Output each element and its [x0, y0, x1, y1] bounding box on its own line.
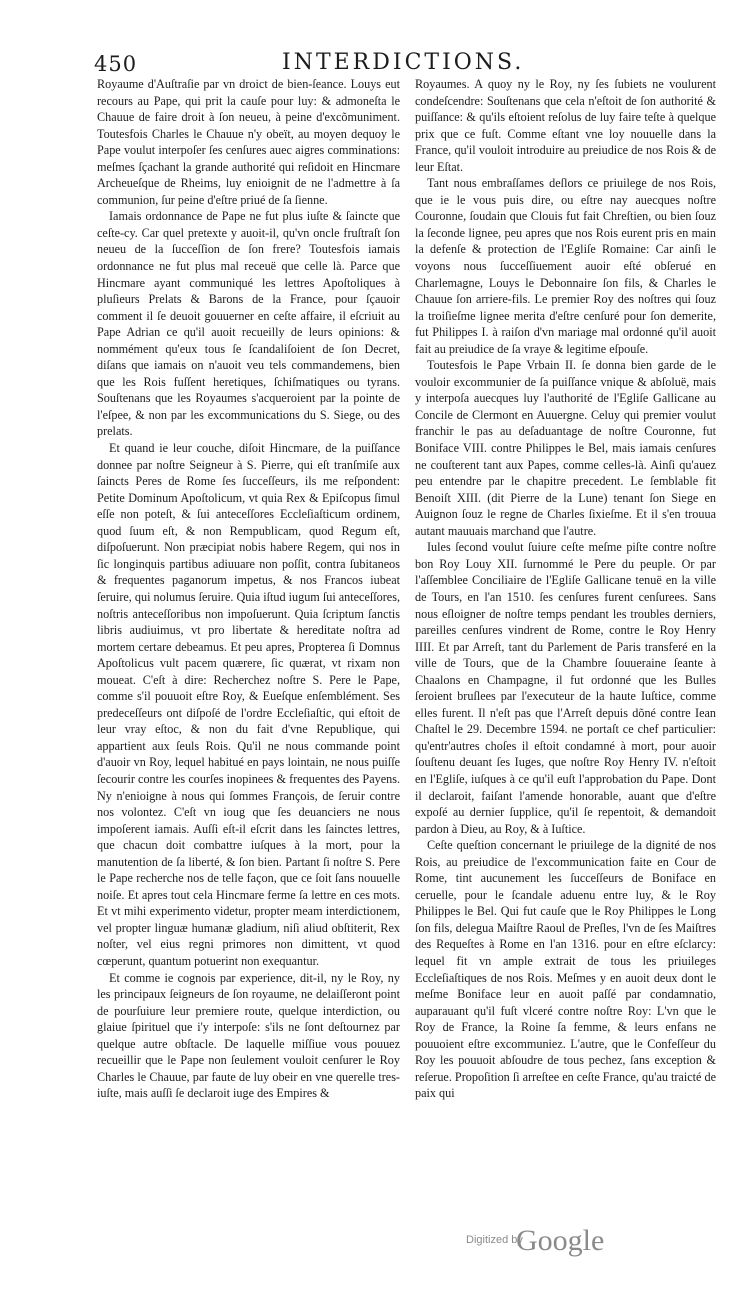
- running-title: INTERDICTIONS.: [282, 50, 525, 75]
- paragraph: Toutesfois le Pape Vrbain II. ſe donna bien garde de le vouloir excommunier de ſa puiſſance vnique & abſoluë, mais y interpoſa auecques luy l'authorité de l'Egliſe Gallicane au Concile de Clermont en Auuergne. Celuy qui premier voulut franchir le pas au deſaduantage de noſtre Couronne, fut Boniface VIII. contre Philippes le Bel, mais iamais cenſures ne couſterent tant aux Papes, comme celles-là. Ainſi qu'auez peu entendre par le chapitre precedent. Le ſemblable fit Benoiſt XIII. (dit Pierre de la Lune) tenant ſon Siege en Auignon ſouz le regne de Charles ſixieſme. Et il s'en trouua autant mauuais marchand que l'autre.: [415, 358, 716, 538]
- paragraph: Iamais ordonnance de Pape ne fut plus iuſte & ſaincte que ceſte-cy. Car quel pretexte y auoit-il, qu'vn oncle fruſtraſt ſon neueu de la ſucceſſion de ſon frere? Toutesfois iamais ordonnance ne fut plus mal receuë que celle là. Parce que Hincmare ayant communiqué les lettres Apoſtoliques à pluſieurs Prelats & Barons de la France, pour ſçauoir comment il ſe deuoit gouuerner en ceſte affaire, il eſcriuit au Pape Adrian ce qu'il auoit recueilly de leurs opinions: & nommément qu'eux tous ſe ſcandaliſoient de ſon Decret, diſans que iamais on n'auoit veu tels commandemens, bien que les Rois fuſſent heretiques, ſchiſmatiques ou tyrans. Souſtenans que les Royaumes s'acqueroient par la pointe de l'eſpee, & non par les excommunications du S. Siege, ou des prelats.: [97, 209, 400, 439]
- right-column: [415, 76, 716, 1102]
- left-column: [97, 76, 400, 1102]
- paragraph: Ceſte queſtion concernant le priuilege de la dignité de nos Rois, au preiudice de l'excommunication faite en Cour de Rome, tint aucunement les ſucceſſeurs de Boniface en ceruelle, pour le ſcandale aduenu entre luy, & le Roy Philippes le Bel. Qui fut cauſe que le Roy Philippes le Long ſon fils, delegua Maiſtre Raoul de Preſles, l'vn de ſes Maiſtres des Requeſtes à Rome en l'an 1316. pour en eſtre eſclarcy: lequel fit vn ample extrait de tous les priuileges Eccleſiaſtiques de nos Rois. Meſmes y en auoit deux dont le meſme Boniface leur en auoit paſſé par condamnatio, auparauant qu'il fuſt vlceré contre noſtre Roy: L'vn que le Roy de France, la Roine ſa femme, & leurs enfans ne pouuoient eſtre excommuniez. L'autre, que le Confeſſeur du Roy les pouuoit abſoudre de tous pechez, ſans exception & reſerue. Propoſition ſi arreſtee en ceſte France, qu'au traicté de paix qui: [415, 838, 716, 1101]
- paragraph: Royaumes. A quoy ny le Roy, ny ſes ſubiets ne voulurent condeſcendre: Souſtenans que cela n'eſtoit de ſon authorité & puiſſance: & qu'ils eſtoient reſolus de luy faire teſte à quelque prix que ce fuſt. Comme eſtant vne loy nouuelle dans la France, qu'il vouloit introduire au preiudice de nos Rois & de leur Eſtat.: [415, 77, 716, 174]
- page-number: 450: [94, 52, 138, 76]
- paragraph: Iules ſecond voulut ſuiure ceſte meſme piſte contre noſtre bon Roy Louy XII. ſurnommé le Pere du peuple. Or par l'aſſemblee Conciliaire de l'Egliſe Gallicane tenuë en la ville de Tours, en l'an 1510. ſes cenſures furent cenſurees. Sans nous eſloigner de noſtre temps pendant les troubles derniers, pareilles cenſures vindrent de Rome, contre le Roy Henry IIII. Et par Arreſt, tant du Parlement de Paris transferé en la ville de Tours, que de la Chambre ſouueraine ſeante à Chaalons en Champagne, il fut ordonné que les Bulles ſeroient bruſlees par l'executeur de la haute Iuſtice, comme elles furent. Il n'eſt pas que l'Arreſt depuis dõné contre Iean Chaſtel le 29. Decembre 1594. ne portaſt ce chef particulier: qu'entr'autres choſes il eſtoit condamné à mort, pour auoir ſouſtenu deuant ſes Iuges, que noſtre Roy Henry IV. n'eſtoit en l'Egliſe, iuſques à ce qu'il euſt l'approbation du Pape. Dont il declaroit, faiſant l'amende honorable, auant que d'eſtre expoſé au dernier ſupplice, qu'il ſe repentoit, & demandoit pardon à Dieu, au Roy, & à Iuſtice.: [415, 540, 716, 836]
- google-watermark: Google: [516, 1224, 605, 1257]
- paragraph: Et quand ie leur couche, diſoit Hincmare, de la puiſſance donnee par noſtre Seigneur à S. Pierre, qui eſt tranſmiſe aux ſaincts Peres de Rome ſes ſucceſſeurs, ils me reſpondent: Petite Dominum Apoſtolicum, vt quia Rex & Epiſcopus ſimul eſſe non poteſt, & ſui anteceſſores Eccleſiaſticum ordinem, quod ſuum eſt, & non Rempublicam, quod Regum eſt, diſpoſuerunt. Non præcipiat nobis habere Regem, qui nos in ſic longinquis partibus adiuuare non poſſit, contra ſubitaneos & frequentes paganorum impetus, & nos Francos iubeat ſeruire, qui nolumus ſeruire. Quia iſtud iugum ſui anteceſſores, noſtris anteceſſoribus non impoſuerunt. Quia ſcriptum ſanctis libris audiuimus, vt pro libertate & hereditate noſtra ad mortem certare debeamus. Et peu apres, Propterea ſi Domnus Apoſtolicus vult pacem quærere, ſic quærat, vt rixam non moueat. C'eſt à dire: Recherchez noſtre S. Pere le Pape, comme s'il pouuoit eſtre Roy, & Eueſque enſemblément. Ses predeceſſeurs ont diſpoſé de l'ordre Eccleſiaſtic, qui eſtoit de leur vray eſtoc, & non du fait d'vne Republique, qui appartient aux ſeuls Rois. Qu'il ne nous commande point d'auoir vn Roy, lequel habitué en pays lointain, ne nous puiſſe ſecourir contre les courſes inopinees & frequentes des Payens. Ny n'enioigne à nous qui ſommes François, de ſeruir contre nos volontez. C'eſt vn ioug que ſes deuanciers ne nous impoſerent iamais. Auſſi eſt-il eſcrit dans les ſainctes lettres, que chacun doit combattre iuſques à la mort, pour la manutention de ſa liberté, & ſon bien. Partant ſi noſtre S. Pere le Pape recherche nos de telle façon, que ce ſoit ſans nouuelle noiſe. Et apres tout cela Hincmare ferme ſa lettre en ces mots. Et vt mihi experimento videtur, propter meam interdictionem, vel propter linguæ humanæ gladium, niſi aliud obſtiterit, Rex noſter, vel eius regni primores non dimittent, vt quod cœperunt, quantum potuerint non exequantur.: [97, 441, 400, 968]
- paragraph: Royaume d'Auſtraſie par vn droict de bien-ſeance. Louys eut recours au Pape, qui prit la cauſe pour luy: & admoneſta le Chauue de faire droit à ſon neueu, à peine d'excõmuniment. Toutesfois Charles le Chauue n'y obeït, au moyen dequoy le Pape voulut interpoſer ſes cenſures auec aigres comminations: meſmes ſçachant la grande authorité qui reſidoit en Hincmare Archeueſque de Rheims, luy enioignit de ne l'admettre à ſa communion, ſur peine d'eſtre priué de ſa ſienne.: [97, 77, 400, 207]
- paragraph: Et comme ie cognois par experience, dit-il, ny le Roy, ny les principaux ſeigneurs de ſon royaume, ne delaiſſeront point de pourſuiure leur premiere route, quelque interdiction, ou glaiue ſpirituel que i'y interpoſe: s'ils ne ſont deſtournez par quelque autre obſtacle. De laquelle miſſiue vous pouuez recueillir que le Pape non ſeulement vouloit cenſurer le Roy Charles le Chauue, par faute de luy obeir en vne querelle tres-iuſte, mais auſſi ſe declaroit iuge des Empires &: [97, 970, 400, 1101]
- digitized-by-label: Digitized by: [466, 1234, 523, 1246]
- paragraph: Tant nous embraſſames deſlors ce priuilege de nos Rois, que ie le vous puis dire, ou eſtre nay auecques noſtre Couronne, ſoudain que Clouis fut fait Chreſtien, ou bien ſouz la ſeconde lignee, peu apres que nos Rois eurent pris en main la defenſe & protection de l'Egliſe Romaine: Car ainſi le voyons nous ſucceſſiuement auoir eſté obſerué en Charlemagne, Louys le Debonnaire ſon fils, & Charles le Chauue ſon arriere-fils. Le premier Roy des noſtres qui ſouz la troiſieſme lignee merita d'eſtre cenſuré pour ſon demerite, fut Philippes I. à raiſon d'vn mariage mal ordonné qu'il auoit fait au preiudice de ſa vraye & legitime eſpouſe.: [415, 176, 716, 356]
